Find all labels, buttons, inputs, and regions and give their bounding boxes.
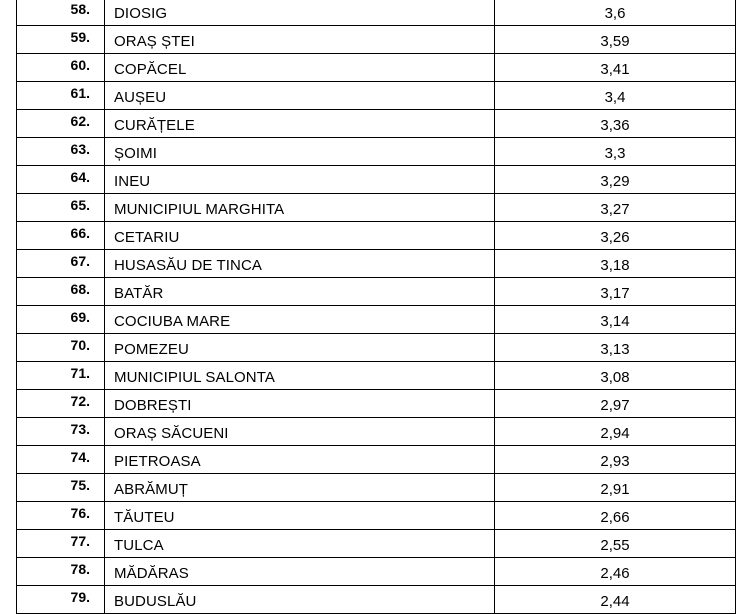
locality-name: COPĂCEL [105,54,495,82]
table-row [17,558,736,586]
table-row [17,530,736,558]
score-value: 3,13 [495,334,736,362]
score-value: 2,66 [495,502,736,530]
row-number: 69. [17,306,105,334]
row-number: 63. [17,138,105,166]
locality-name: CETARIU [105,222,495,250]
locality-name: DOBREȘTI [105,390,495,418]
ranking-table-body [17,0,736,614]
table-row [17,222,736,250]
table-row [17,334,736,362]
table-row [17,250,736,278]
score-value: 3,27 [495,194,736,222]
row-number: 78. [17,558,105,586]
row-number: 75. [17,474,105,502]
score-value: 3,6 [495,0,736,26]
row-number: 59. [17,26,105,54]
table-row [17,278,736,306]
score-value: 2,55 [495,530,736,558]
score-value: 3,29 [495,166,736,194]
row-number: 73. [17,418,105,446]
table-row [17,82,736,110]
locality-name: DIOSIG [105,0,495,26]
row-number: 76. [17,502,105,530]
table-row [17,362,736,390]
row-number: 62. [17,110,105,138]
table-row [17,0,736,26]
score-value: 3,41 [495,54,736,82]
locality-name: HUSASĂU DE TINCA [105,250,495,278]
table-row [17,306,736,334]
score-value: 2,93 [495,446,736,474]
row-number: 58. [17,0,105,26]
score-value: 3,59 [495,26,736,54]
table-row [17,166,736,194]
row-number: 70. [17,334,105,362]
locality-name: MUNICIPIUL SALONTA [105,362,495,390]
locality-name: ȘOIMI [105,138,495,166]
locality-name: MUNICIPIUL MARGHITA [105,194,495,222]
locality-name: TULCA [105,530,495,558]
score-value: 2,44 [495,586,736,614]
row-number: 74. [17,446,105,474]
table-row [17,502,736,530]
score-value: 2,91 [495,474,736,502]
row-number: 60. [17,54,105,82]
locality-name: AUȘEU [105,82,495,110]
locality-name: MĂDĂRAS [105,558,495,586]
ranking-table [16,0,736,614]
score-value: 2,46 [495,558,736,586]
row-number: 66. [17,222,105,250]
locality-name: COCIUBA MARE [105,306,495,334]
table-row [17,390,736,418]
row-number: 71. [17,362,105,390]
score-value: 3,26 [495,222,736,250]
table-row [17,586,736,614]
locality-name: ABRĂMUȚ [105,474,495,502]
table-row [17,26,736,54]
locality-name: PIETROASA [105,446,495,474]
row-number: 65. [17,194,105,222]
row-number: 77. [17,530,105,558]
score-value: 2,97 [495,390,736,418]
score-value: 3,08 [495,362,736,390]
score-value: 3,4 [495,82,736,110]
locality-name: BATĂR [105,278,495,306]
row-number: 64. [17,166,105,194]
row-number: 79. [17,586,105,614]
table-row [17,418,736,446]
row-number: 67. [17,250,105,278]
table-row [17,110,736,138]
row-number: 68. [17,278,105,306]
score-value: 3,3 [495,138,736,166]
locality-name: ORAȘ SĂCUENI [105,418,495,446]
table-row [17,446,736,474]
locality-name: POMEZEU [105,334,495,362]
table-row [17,54,736,82]
score-value: 3,17 [495,278,736,306]
table-row [17,474,736,502]
locality-name: INEU [105,166,495,194]
row-number: 61. [17,82,105,110]
table-row [17,138,736,166]
locality-name: ORAȘ ȘTEI [105,26,495,54]
table-row [17,194,736,222]
score-value: 3,14 [495,306,736,334]
score-value: 3,18 [495,250,736,278]
row-number: 72. [17,390,105,418]
score-value: 3,36 [495,110,736,138]
locality-name: TĂUTEU [105,502,495,530]
score-value: 2,94 [495,418,736,446]
locality-name: BUDUSLĂU [105,586,495,614]
locality-name: CURĂȚELE [105,110,495,138]
